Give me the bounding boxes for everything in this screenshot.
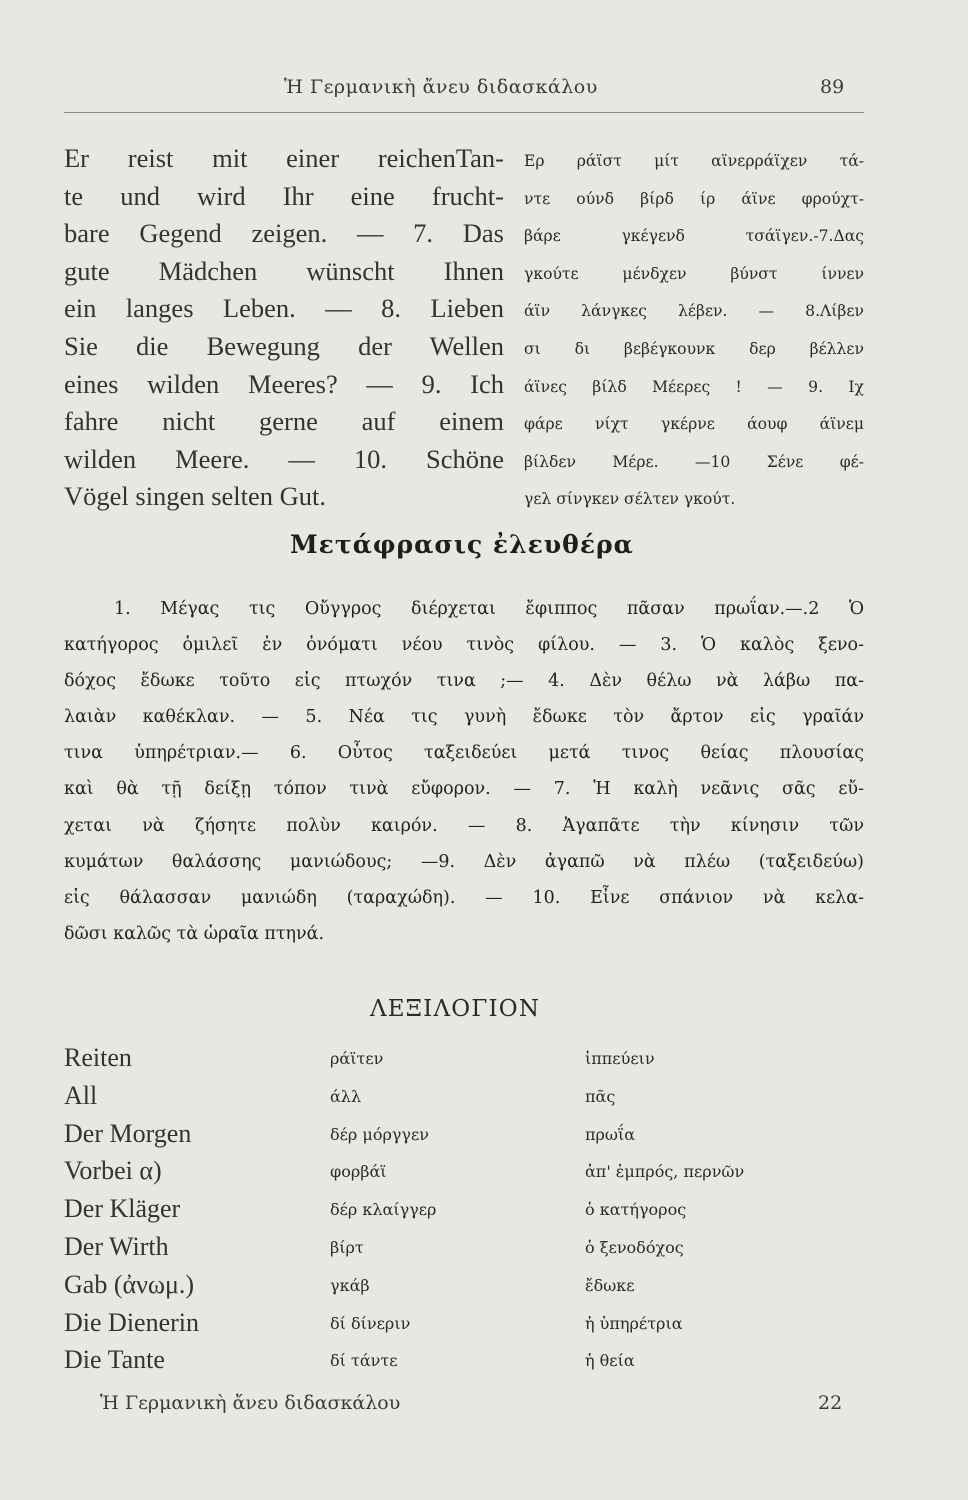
paragraph-line: δόχος ἔδωκε τοῦτο εἰς πτωχόν τινα ;— 4. Δὲν θέλω νὰ λάβω πα- (64, 671, 864, 692)
lexicon-row (64, 1345, 884, 1383)
lexicon-german: Die Tante (64, 1345, 165, 1375)
lexicon-greek: πᾶς (585, 1086, 616, 1106)
pronunciation-line: Ερ ράϊστ μίτ αϊνερράϊχεν τά- (524, 152, 864, 170)
lexicon-pronunciation: δέρ μόργγεν (330, 1124, 429, 1144)
lexicon-greek: ἡ ὑπηρέτρια (585, 1313, 683, 1333)
footer-sheet-number: 22 (818, 1392, 843, 1414)
lexicon-pronunciation: φορβάϊ (330, 1162, 387, 1182)
lexicon-greek: πρωΐα (585, 1124, 636, 1144)
german-line: gute Mädchen wünscht Ihnen (64, 255, 504, 286)
pronunciation-line: φάρε νίχτ γκέρνε άουφ άϊνεμ (524, 415, 864, 434)
german-text-column (64, 140, 504, 516)
lexicon-german: Die Dienerin (64, 1307, 200, 1337)
lexicon-german: Reiten (64, 1043, 132, 1072)
german-line: wilden Meere. — 10. Schöne (64, 443, 504, 474)
lexicon-german: Der Kläger (64, 1194, 181, 1224)
lexicon-pronunciation: δί τάντε (330, 1351, 398, 1371)
page-number: 89 (820, 76, 845, 98)
lexicon-greek: ἀπ' ἐμπρός, περνῶν (585, 1162, 745, 1182)
lexicon-row (64, 1119, 884, 1157)
german-line: eines wilden Meeres? — 9. Ich (64, 368, 504, 399)
paragraph-line: δῶσι καλῶς τὰ ὡραῖα πτηνά. (64, 923, 325, 944)
lexicon-row (64, 1232, 884, 1270)
lexicon-german: Der Morgen (64, 1118, 192, 1148)
lexicon-greek: ἱππεύειν (585, 1049, 655, 1068)
paragraph-line: λαιὰν καθέκλαν. — 5. Νέα τις γυνὴ ἔδωκε τὸν ἄρτον εἰς γραῖάν (64, 707, 864, 728)
lexicon-pronunciation: δέρ κλαίγγερ (330, 1200, 437, 1220)
lexicon-greek: ὁ ξενοδόχος (585, 1237, 684, 1257)
german-line: bare Gegend zeigen. — 7. Das (64, 218, 504, 249)
pronunciation-line: άϊνες βίλδ Μέερες ! — 9. Ιχ (524, 377, 864, 396)
lexicon-german: Der Wirth (64, 1231, 169, 1261)
footer-signature: Ἡ Γερμανικὴ ἄνευ διδασκάλου (100, 1392, 401, 1414)
pronunciation-line: βάρε γκέγενδ τσάϊγεν.-7.Δας (524, 227, 864, 246)
lexicon-greek: ἡ θεία (585, 1351, 635, 1371)
lexicon-row (64, 1308, 884, 1346)
paragraph-line: εἰς θάλασσαν μανιώδη (ταραχώδη). — 10. Εἶνε σπάνιον νὰ κελα- (64, 887, 864, 908)
german-line: Vögel singen selten Gut. (64, 481, 327, 512)
lexicon-row (64, 1156, 884, 1194)
running-header-title: Ἡ Γερμανικὴ ἄνευ διδασκάλου (284, 76, 598, 98)
lexicon-pronunciation: άλλ (330, 1086, 362, 1106)
lexicon-greek: ἔδωκε (585, 1275, 635, 1295)
lexicon-row (64, 1270, 884, 1308)
paragraph-line: χεται νὰ ζήσητε πολὺν καιρόν. — 8. Ἀγαπᾶτε τὴν κίνησιν τῶν (64, 815, 864, 836)
lexicon-german: All (64, 1080, 98, 1110)
lexicon-table (64, 1043, 884, 1383)
lexicon-german: Vorbei α) (64, 1156, 162, 1186)
lexicon-row (64, 1043, 884, 1081)
lexicon-pronunciation: βίρτ (330, 1237, 364, 1257)
free-translation-paragraph (64, 591, 864, 952)
paragraph-line: 1. Μέγας τις Οὔγγρος διέρχεται ἔφιππος πᾶσαν πρωΐαν.—.2 Ὁ (114, 599, 864, 619)
lexicon-greek: ὁ κατήγορος (585, 1200, 687, 1220)
lexicon-german: Gab (ἀνωμ.) (64, 1269, 195, 1299)
lexicon-row (64, 1194, 884, 1232)
paragraph-line: κυμάτων θαλάσσης μανιώδους; —9. Δὲν ἀγαπῶ νὰ πλέω (ταξειδεύω) (64, 851, 864, 872)
pronunciation-line: σι δι βεβέγκουνκ δερ βέλλεν (524, 339, 864, 358)
pronunciation-line: άϊν λάνγκες λέβεν. — 8.Λίβεν (524, 302, 864, 321)
header-rule (64, 112, 864, 113)
german-line: te und wird Ihr eine frucht- (64, 180, 504, 211)
paragraph-line: τινα ὑπηρέτριαν.— 6. Οὗτος ταξειδεύει μετά τινος θείας πλουσίας (64, 743, 864, 764)
lexicon-row (64, 1081, 884, 1119)
german-line: Sie die Bewegung der Wellen (64, 330, 504, 361)
pronunciation-line: γελ σίνγκεν σέλτεν γκούτ. (524, 490, 736, 509)
section-heading: Μετάφρασις ἐλευθέρα (290, 530, 634, 559)
german-line: fahre nicht gerne auf einem (64, 406, 504, 437)
pronunciation-line: ντε ούνδ βίρδ ίρ άϊνε φρούχτ- (524, 189, 864, 208)
pronunciation-line: βίλδεν Μέρε. —10 Σένε φέ- (524, 452, 864, 471)
lexicon-pronunciation: δί δίνεριν (330, 1313, 411, 1333)
lexicon-pronunciation: ράϊτεν (330, 1049, 384, 1068)
paragraph-line: καὶ θὰ τῇ δείξῃ τόπον τινὰ εὔφορον. — 7. Ἡ καλὴ νεᾶνις σᾶς εὔ- (64, 779, 864, 800)
german-line: ein langes Leben. — 8. Lieben (64, 293, 504, 324)
lexicon-pronunciation: γκάβ (330, 1275, 370, 1295)
pronunciation-line: γκούτε μένδχεν βύνστ ίννεν (524, 264, 864, 283)
pronunciation-column (524, 143, 864, 519)
german-line: Er reist mit einer reichenTan- (64, 143, 504, 173)
paragraph-line: κατήγορος ὁμιλεῖ ἐν ὀνόματι νέου τινὸς φίλου. — 3. Ὁ καλὸς ξενο- (64, 635, 864, 656)
lexicon-title: ΛΕΞΙΛΟΓΙΟΝ (370, 996, 541, 1022)
